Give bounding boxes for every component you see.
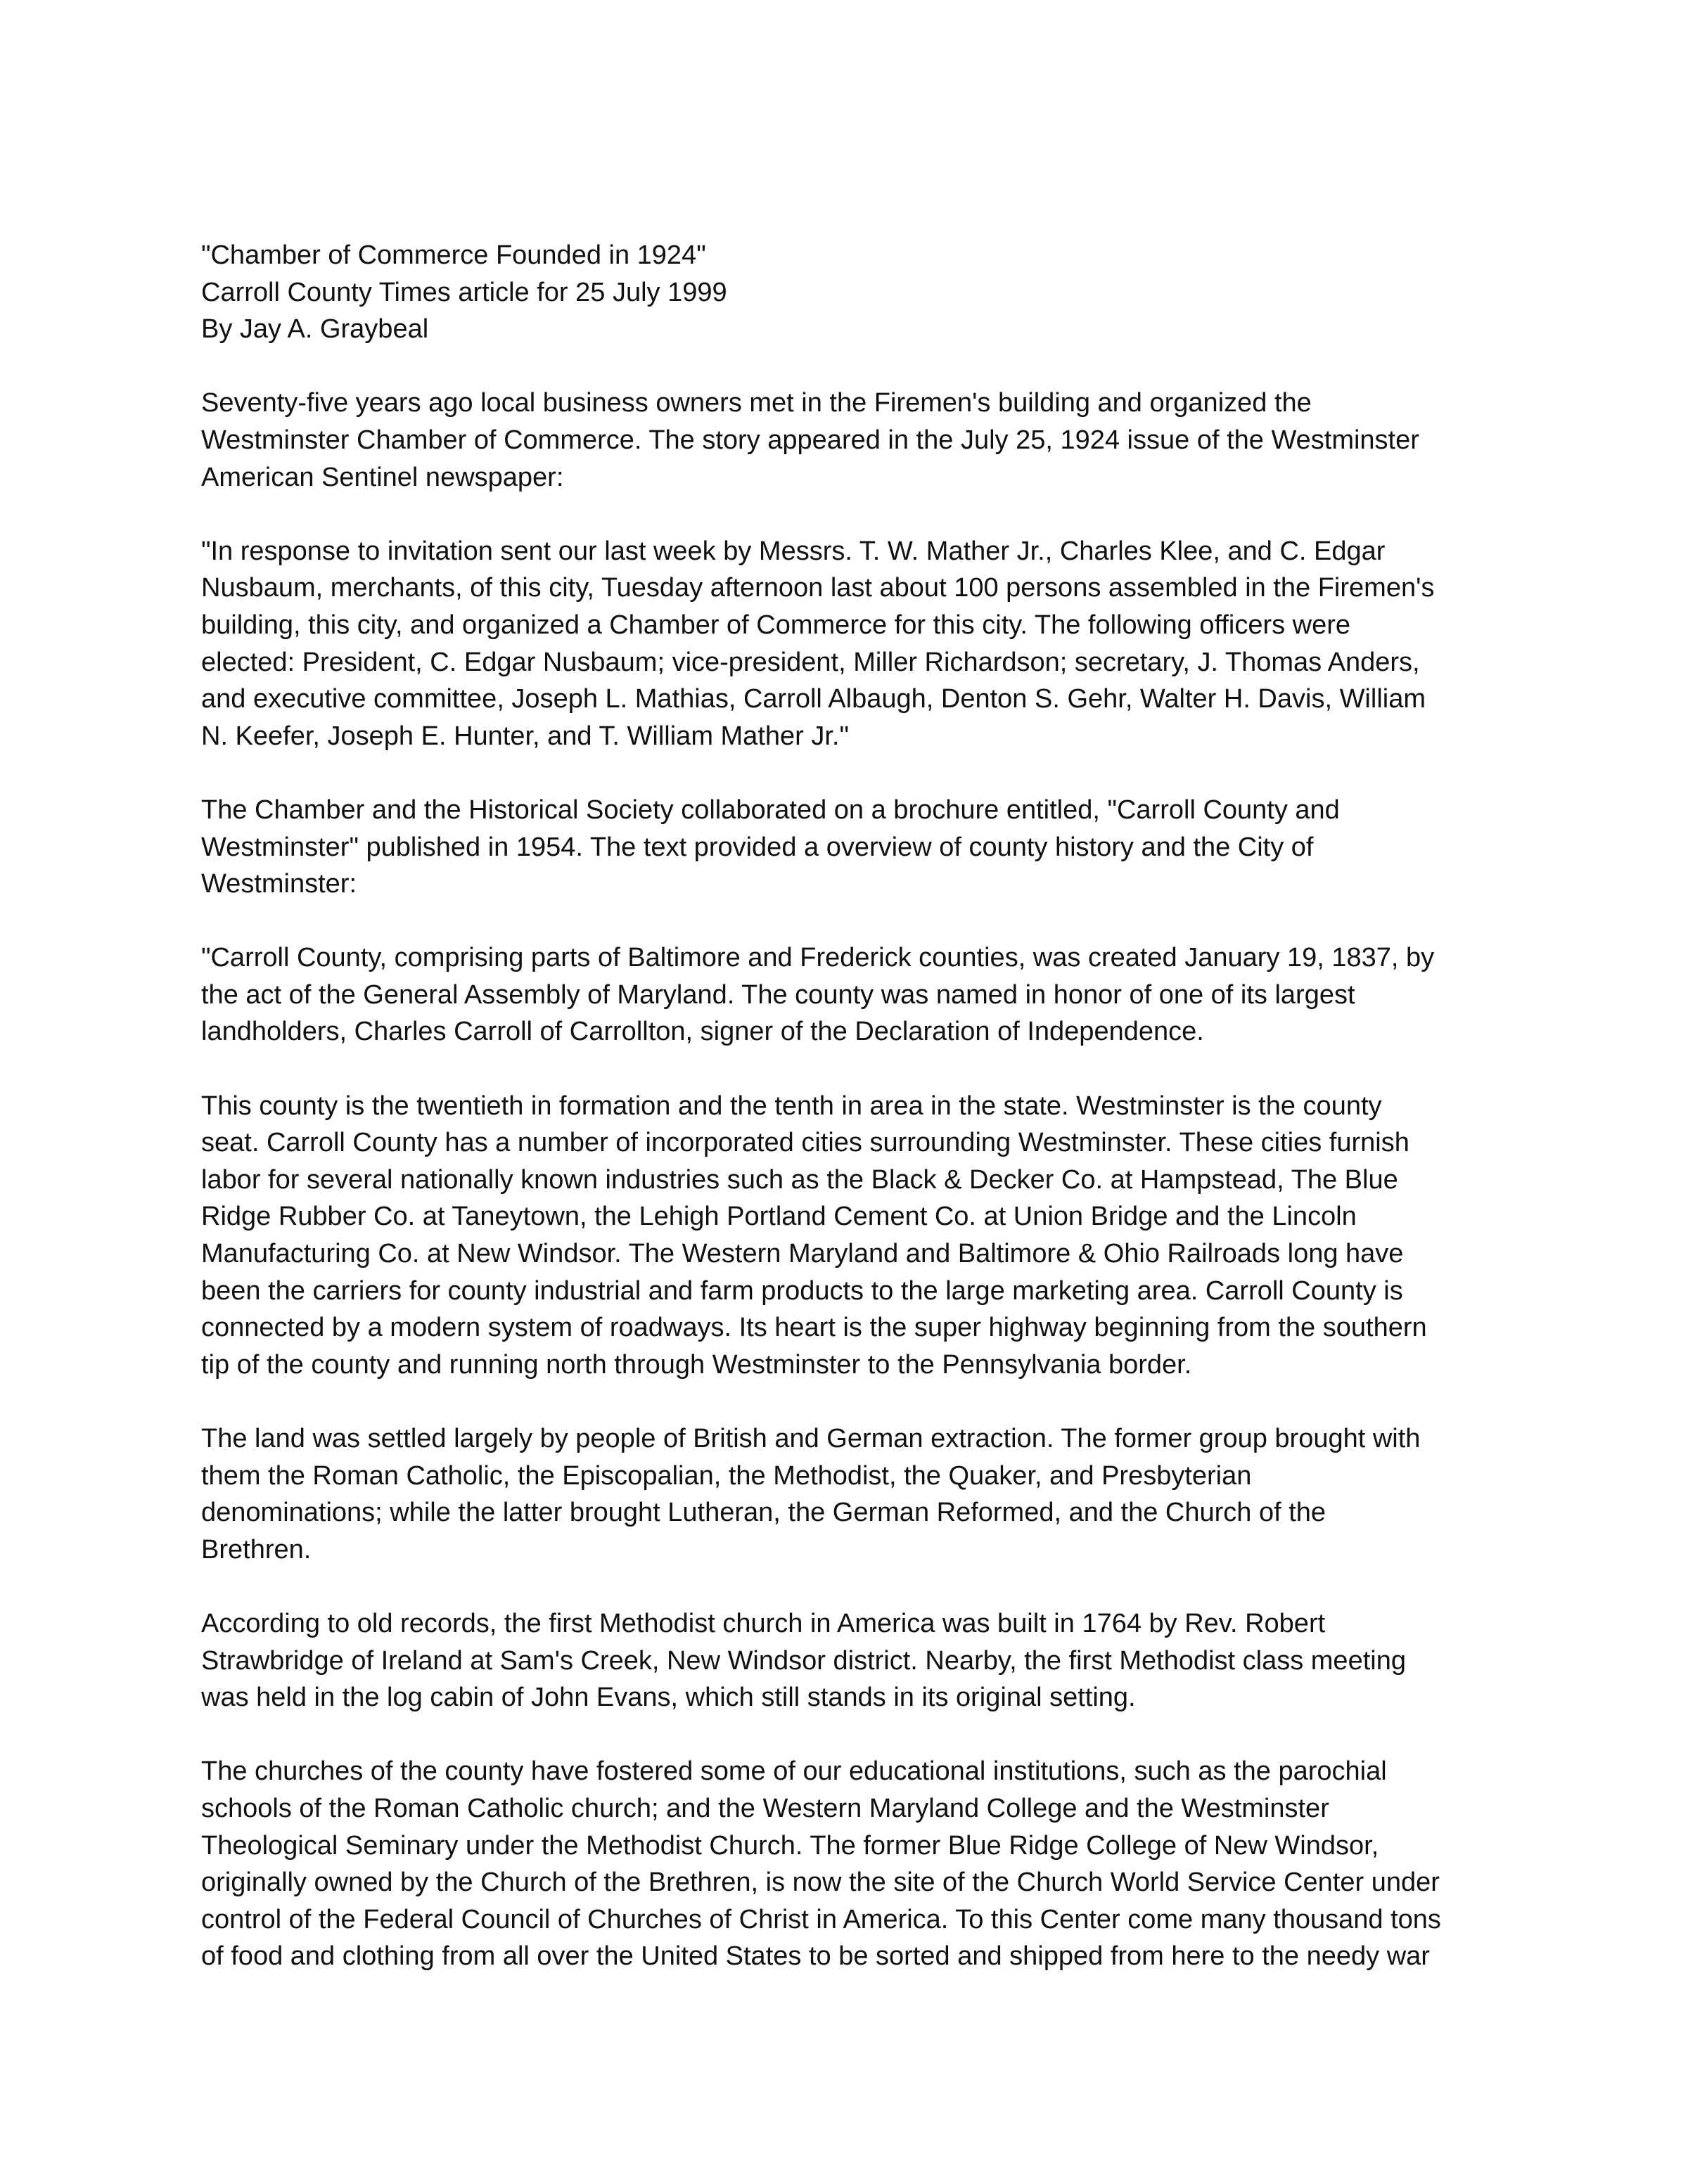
paragraph-settlement — [201, 1420, 1523, 1568]
article-source: Carroll County Times article for 25 July 1999 — [201, 277, 727, 307]
text-line: tip of the county and running north through Westminster to the Pennsylvania border. — [201, 1349, 1192, 1380]
text-line: connected by a modern system of roadways. Its heart is the super highway beginning from the southern — [201, 1313, 1427, 1343]
text-line: Westminster" published in 1954. The text provided a overview of county history and the City of — [201, 832, 1314, 862]
text-line: Brethren. — [201, 1534, 312, 1565]
paragraph-chamber-founding — [201, 385, 1523, 496]
text-line: N. Keefer, Joseph E. Hunter, and T. William Mather Jr." — [201, 721, 849, 751]
text-line: Manufacturing Co. at New Windsor. The Western Maryland and Baltimore & Ohio Railroads long have — [201, 1239, 1404, 1269]
text-line: denominations; while the latter brought Lutheran, the German Reformed, and the Church of the — [201, 1498, 1326, 1528]
text-line: The churches of the county have fostered some of our educational institutions, such as the parochial — [201, 1756, 1387, 1787]
text-line: "In response to invitation sent our last week by Messrs. T. W. Mather Jr., Charles Klee, and C. Edgar — [201, 536, 1386, 566]
text-line: This county is the twentieth in formation and the tenth in area in the state. Westminster is the county — [201, 1091, 1382, 1121]
text-line: According to old records, the first Methodist church in America was built in 1764 by Rev. Robert — [201, 1608, 1326, 1638]
text-line: schools of the Roman Catholic church; and the Western Maryland College and the Westminster — [201, 1793, 1329, 1823]
text-line: elected: President, C. Edgar Nusbaum; vice-president, Miller Richardson; secretary, J. Thomas Anders, — [201, 647, 1420, 677]
text-line: labor for several nationally known industries such as the Black & Decker Co. at Hampstead, The Blue — [201, 1164, 1398, 1195]
text-line: The land was settled largely by people of British and German extraction. The former group brought with — [201, 1424, 1421, 1453]
text-line: Ridge Rubber Co. at Taneytown, the Lehigh Portland Cement Co. at Union Bridge and the Lincoln — [201, 1202, 1357, 1232]
text-line: them the Roman Catholic, the Episcopalian, the Methodist, the Quaker, and Presbyterian — [201, 1460, 1252, 1491]
text-line: Westminster Chamber of Commerce. The story appeared in the July 25, 1924 issue of the Westminster — [201, 425, 1419, 455]
text-line: Strawbridge of Ireland at Sam's Creek, New Windsor district. Nearby, the first Methodist class meeting — [201, 1645, 1406, 1676]
text-line: landholders, Charles Carroll of Carrollton, signer of the Declaration of Independence. — [201, 1017, 1204, 1047]
text-line: of food and clothing from all over the United States to be sorted and shipped from here to the needy war — [201, 1941, 1430, 1972]
paragraph-education — [201, 1753, 1523, 1975]
text-line: originally owned by the Church of the Brethren, is now the site of the Church World Service Center under — [201, 1868, 1440, 1898]
text-line: "Carroll County, comprising parts of Baltimore and Frederick counties, was created January 19, 1837, by — [201, 943, 1435, 973]
paragraph-methodist-church — [201, 1605, 1523, 1716]
paragraph-county-industry — [201, 1088, 1523, 1384]
paragraph-1924-quote — [201, 533, 1523, 755]
text-line: been the carriers for county industrial and farm products to the large marketing area. Carroll County is — [201, 1276, 1403, 1306]
text-line: was held in the log cabin of John Evans, which still stands in its original setting. — [201, 1683, 1136, 1713]
text-line: American Sentinel newspaper: — [201, 462, 564, 492]
text-line: Nusbaum, merchants, of this city, Tuesday afternoon last about 100 persons assembled in the Firemen's — [201, 573, 1435, 603]
paragraph-brochure — [201, 792, 1523, 903]
document-page — [201, 237, 1523, 1975]
text-line: Seventy-five years ago local business owners met in the Firemen's building and organized the — [201, 388, 1312, 418]
text-line: and executive committee, Joseph L. Mathias, Carroll Albaugh, Denton S. Gehr, Walter H. Davis, William — [201, 684, 1426, 714]
text-line: building, this city, and organized a Chamber of Commerce for this city. The following officers were — [201, 610, 1351, 640]
text-line: The Chamber and the Historical Society collaborated on a brochure entitled, "Carroll County and — [201, 795, 1340, 825]
text-line: seat. Carroll County has a number of incorporated cities surrounding Westminster. These cities furnish — [201, 1128, 1409, 1158]
paragraph-county-creation — [201, 939, 1523, 1051]
text-line: the act of the General Assembly of Maryland. The county was named in honor of one of its largest — [201, 979, 1355, 1010]
article-title: "Chamber of Commerce Founded in 1924" — [201, 240, 706, 270]
text-line: control of the Federal Council of Churches of Christ in America. To this Center come many thousand tons — [201, 1904, 1441, 1934]
article-byline: By Jay A. Graybeal — [201, 314, 429, 345]
text-line: Westminster: — [201, 869, 357, 899]
article-header — [201, 237, 1523, 348]
text-line: Theological Seminary under the Methodist Church. The former Blue Ridge College of New Windsor, — [201, 1830, 1379, 1861]
